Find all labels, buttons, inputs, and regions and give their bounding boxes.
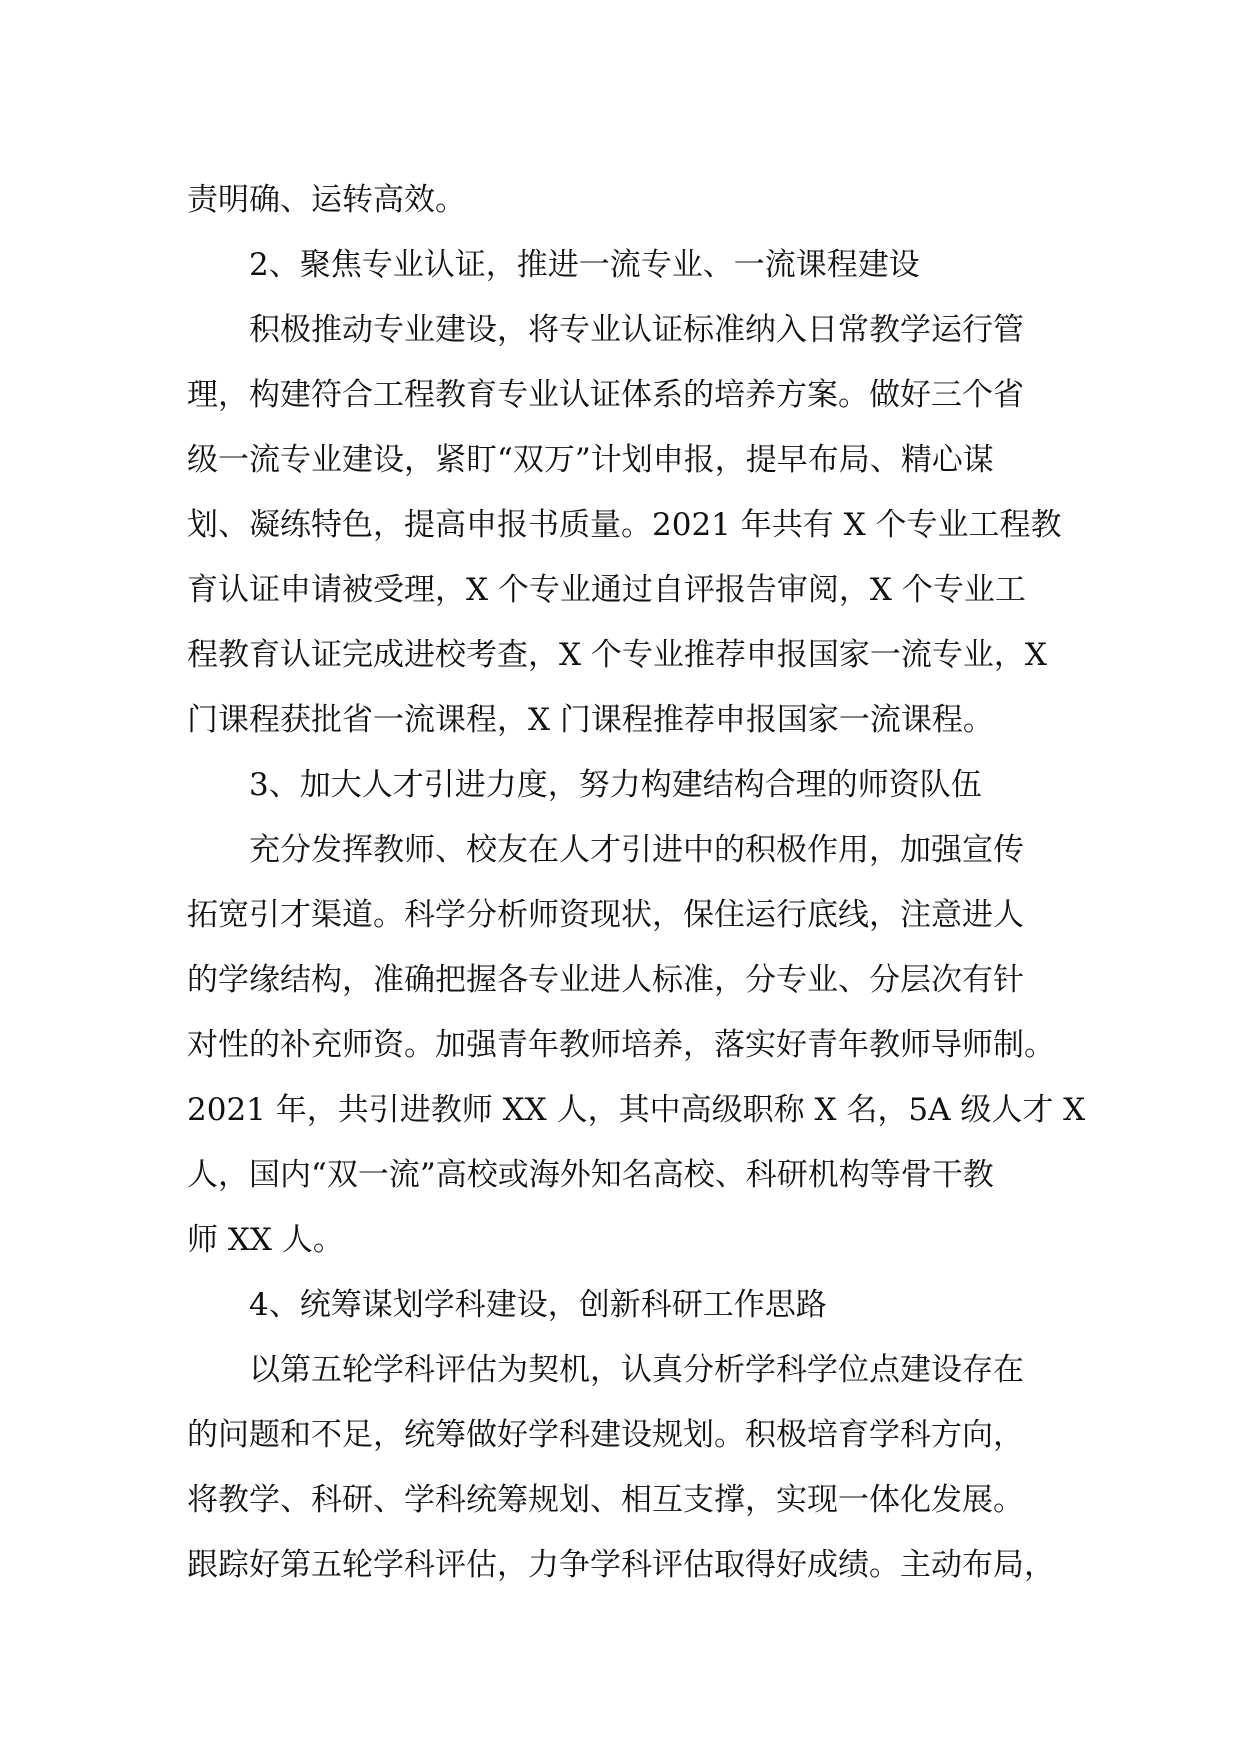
text-line: 对性的补充师资。加强青年教师培养，落实好青年教师导师制。: [187, 1027, 1055, 1063]
text-line: 将教学、科研、学科统筹规划、相互支撑，实现一体化发展。: [187, 1482, 1024, 1518]
text-line: 的问题和不足，统筹做好学科建设规划。积极培育学科方向，: [187, 1417, 1024, 1453]
section-heading: 3、加大人才引进力度，努力构建结构合理的师资队伍: [249, 767, 982, 803]
text-line: 程教育认证完成进校考查，X 个专业推荐申报国家一流专业，X: [187, 637, 1047, 673]
section-heading: 2、聚焦专业认证，推进一流专业、一流课程建设: [249, 247, 920, 283]
text-line: 育认证申请被受理，X 个专业通过自评报告审阅，X 个专业工: [187, 572, 1026, 608]
text-line: 2021 年，共引进教师 XX 人，其中高级职称 X 名，5A 级人才 X: [187, 1092, 1086, 1128]
text-line: 责明确、运转高效。: [187, 182, 466, 218]
text-line: 充分发挥教师、校友在人才引进中的积极作用，加强宣传: [249, 832, 1024, 868]
text-line: 拓宽引才渠道。科学分析师资现状，保住运行底线，注意进人: [187, 897, 1024, 933]
text-line: 级一流专业建设，紧盯“双万”计划申报，提早布局、精心谋: [187, 442, 994, 478]
text-line: 理，构建符合工程教育专业认证体系的培养方案。做好三个省: [187, 377, 1024, 413]
text-line: 人，国内“双一流”高校或海外知名高校、科研机构等骨干教: [187, 1157, 994, 1193]
text-line: 积极推动专业建设，将专业认证标准纳入日常教学运行管: [249, 312, 1024, 348]
text-line: 划、凝练特色，提高申报书质量。2021 年共有 X 个专业工程教: [187, 507, 1062, 543]
text-line: 以第五轮学科评估为契机，认真分析学科学位点建设存在: [249, 1352, 1024, 1388]
section-heading: 4、统筹谋划学科建设，创新科研工作思路: [249, 1287, 827, 1323]
text-line: 师 XX 人。: [187, 1222, 344, 1258]
document-body: [187, 168, 1086, 1598]
text-line: 门课程获批省一流课程，X 门课程推荐申报国家一流课程。: [187, 702, 994, 738]
text-line: 跟踪好第五轮学科评估，力争学科评估取得好成绩。主动布局，: [187, 1547, 1055, 1583]
text-line: 的学缘结构，准确把握各专业进人标准，分专业、分层次有针: [187, 962, 1024, 998]
